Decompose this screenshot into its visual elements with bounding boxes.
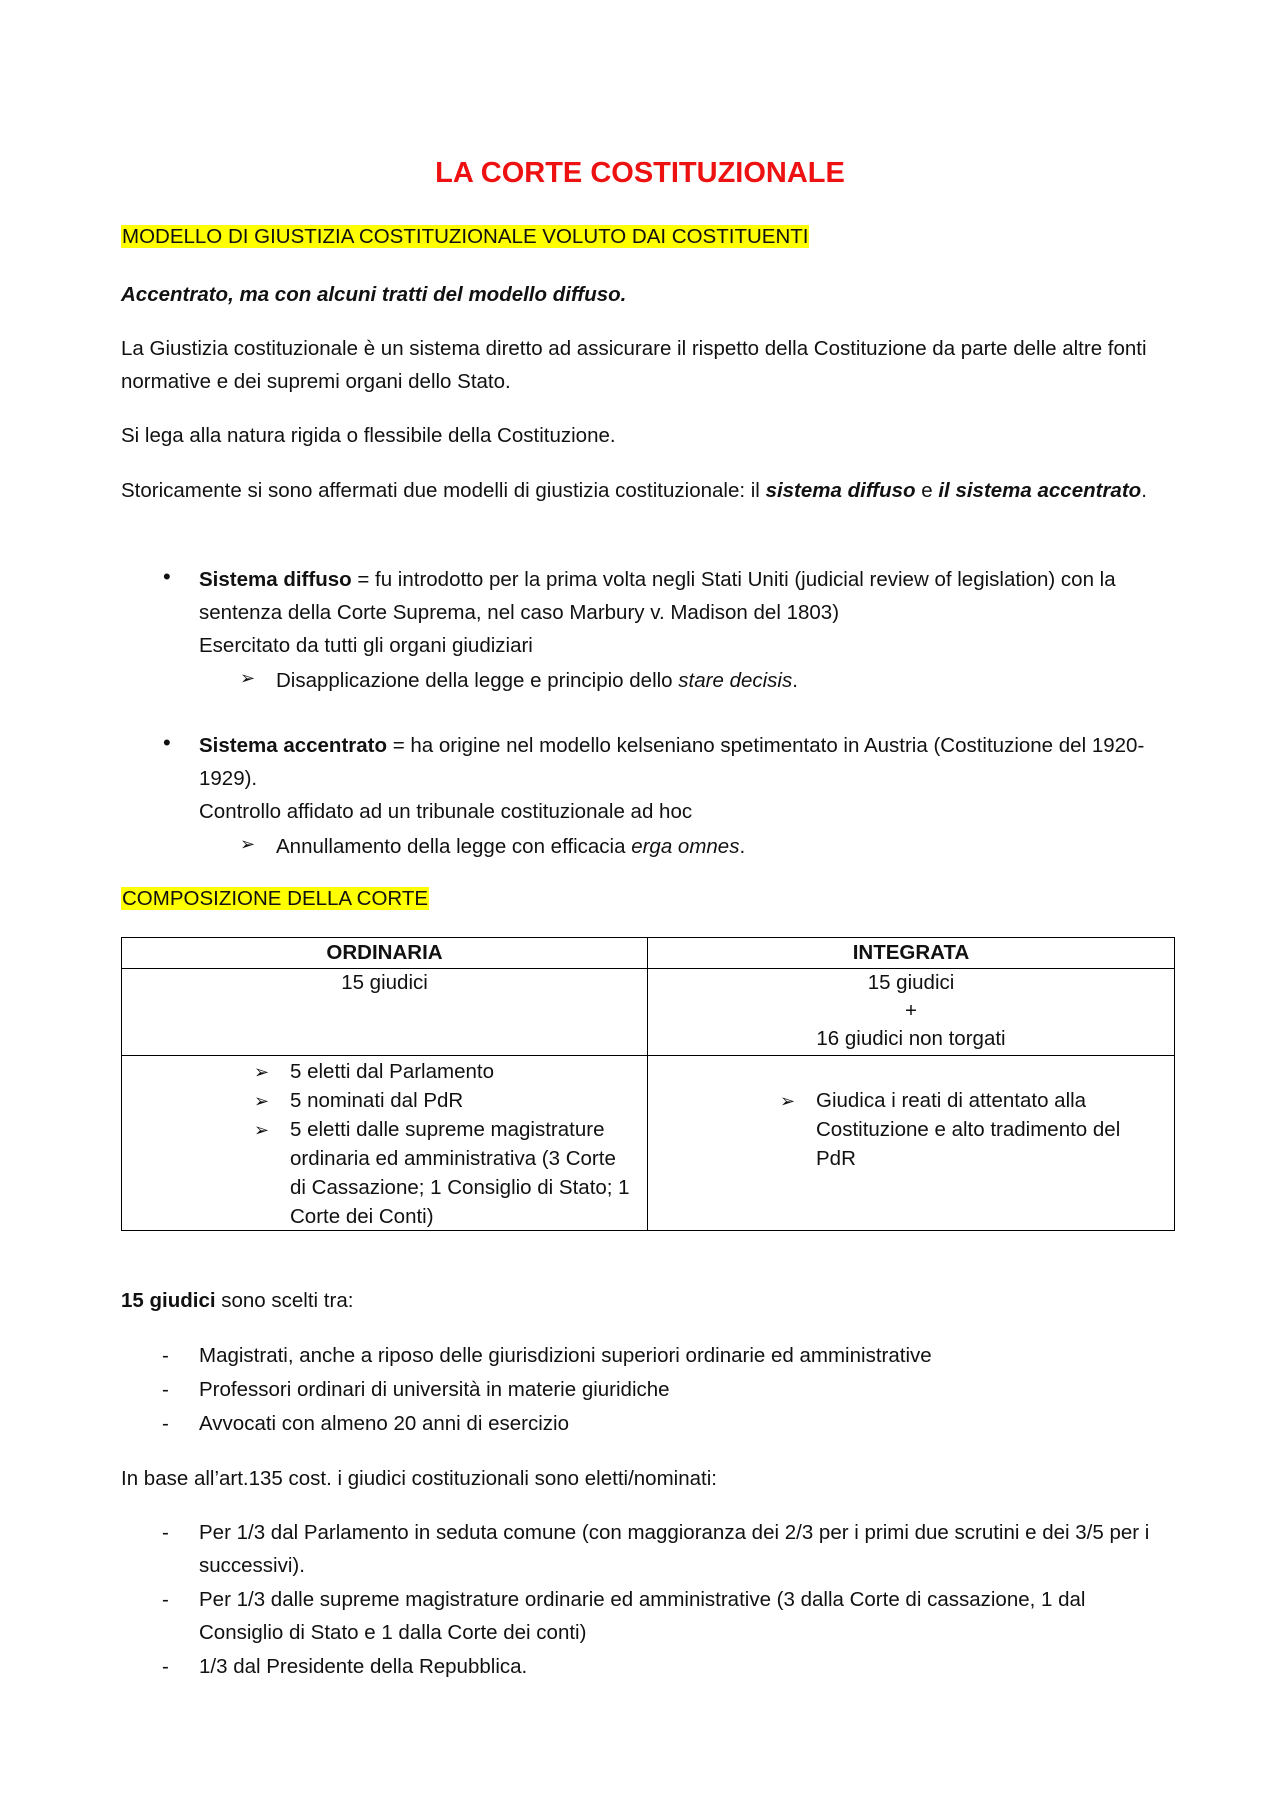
table-header-row	[122, 938, 1175, 969]
cell-integrata-list	[648, 1056, 1175, 1231]
bullet-term: Sistema diffuso	[199, 568, 352, 591]
text-run: Disapplicazione della legge e principio dello	[276, 669, 679, 692]
bullet-text: = ha origine nel modello kelseniano spetimentato in Austria (Costituzione del 1920-1929).	[199, 734, 1145, 790]
section-heading-modello	[121, 225, 809, 249]
count-text: 15 giudici	[867, 971, 955, 994]
dash-marker: -	[162, 1655, 169, 1678]
text-run: Storicamente si sono affermati due modelli di giustizia costituzionale: il	[121, 479, 766, 502]
highlighted-heading: COMPOSIZIONE DELLA CORTE	[122, 887, 429, 910]
dash-marker: -	[162, 1588, 169, 1611]
cell-ordinaria-list	[122, 1056, 648, 1231]
bullet-term: Sistema accentrato	[199, 734, 388, 757]
paragraph-giustizia: La Giustizia costituzionale è un sistema diretto ad assicurare il rispetto della Costituzione da parte delle altre fonti normative e dei supremi organi dello Stato.	[121, 337, 1147, 393]
text-run: .	[739, 835, 746, 858]
text-run: Annullamento della legge con efficacia	[276, 835, 632, 858]
list-item: 5 eletti dalle supreme magistrature ordinaria ed amministrativa (3 Corte di Cassazione; 1 Consiglio di Stato; 1 Corte dei Conti)	[290, 1118, 630, 1228]
bullet-marker: •	[163, 730, 171, 755]
list-item: Avvocati con almeno 20 anni di esercizio	[199, 1412, 569, 1435]
dash-marker: -	[162, 1412, 169, 1435]
count-text: 15 giudici	[341, 971, 428, 994]
paragraph-modelli	[121, 474, 1161, 507]
bullet-sistema-accentrato	[199, 729, 1159, 828]
bullet-marker: •	[163, 564, 171, 589]
header-integrata: INTEGRATA	[648, 938, 1175, 969]
arrow-bullet-icon: ➢	[254, 1062, 270, 1082]
list-item: Giudica i reati di attentato alla Costituzione e alto tradimento del PdR	[816, 1089, 1121, 1170]
bullet-sistema-diffuso	[199, 563, 1159, 662]
cell-integrata-count	[648, 969, 1175, 1056]
paragraph-natura: Si lega alla natura rigida o flessibile della Costituzione.	[121, 424, 616, 447]
emphasis-erga-omnes: erga omnes	[631, 835, 740, 858]
arrow-bullet-icon: ➢	[254, 1091, 270, 1111]
text-run: sono scelti tra:	[215, 1289, 354, 1312]
bullet-text: = fu introdotto per la prima volta negli Stati Uniti (judicial review of legislation) con la sentenza della Corte Suprema, nel caso Marbury v. Madison del 1803)	[199, 568, 1116, 624]
text-run: e	[915, 479, 939, 502]
dash-marker: -	[162, 1521, 169, 1544]
plus-sign: +	[905, 999, 917, 1022]
count-text: 16 giudici non torgati	[816, 1027, 1006, 1050]
section-heading-composizione	[121, 887, 429, 911]
dash-marker: -	[162, 1378, 169, 1401]
text-run: .	[792, 669, 798, 692]
cell-ordinaria-count	[122, 969, 648, 1056]
dash-marker: -	[162, 1344, 169, 1367]
page-title: LA CORTE COSTITUZIONALE	[435, 157, 845, 189]
emphasis-diffuso: sistema diffuso	[765, 479, 916, 502]
list-item: Magistrati, anche a riposo delle giurisdizioni superiori ordinarie ed amministrative	[199, 1344, 932, 1367]
arrow-bullet-icon: ➢	[240, 834, 256, 854]
list-item: Per 1/3 dalle supreme magistrature ordinarie ed amministrative (3 dalla Corte di cassazione, 1 dal Consiglio di Stato e 1 dalla Corte dei conti)	[199, 1588, 1086, 1644]
list-item: Professori ordinari di università in materie giuridiche	[199, 1378, 670, 1401]
arrow-bullet-icon: ➢	[780, 1091, 796, 1111]
paragraph-giudici-scelti	[121, 1284, 1161, 1317]
header-ordinaria: ORDINARIA	[122, 938, 648, 969]
sub-bullet-annullamento	[276, 830, 1156, 863]
list-item: Per 1/3 dal Parlamento in seduta comune (con maggioranza dei 2/3 per i primi due scrutini e dei 3/5 per i successivi).	[199, 1521, 1150, 1577]
composition-table	[121, 937, 1175, 1231]
table-row-count	[122, 969, 1175, 1056]
highlighted-heading: MODELLO DI GIUSTIZIA COSTITUZIONALE VOLUTO DAI COSTITUENTI	[122, 225, 809, 248]
arrow-bullet-icon: ➢	[240, 668, 256, 688]
table-row-details	[122, 1056, 1175, 1231]
paragraph-art135: In base all’art.135 cost. i giudici costituzionali sono eletti/nominati:	[121, 1467, 717, 1490]
list-item: 5 nominati dal PdR	[290, 1089, 464, 1112]
sub-bullet-disapplicazione	[276, 664, 1156, 697]
bullet-text-line2: Controllo affidato ad un tribunale costituzionale ad hoc	[199, 800, 693, 823]
emphasis-stare-decisis: stare decisis	[678, 669, 793, 692]
list-item: 1/3 dal Presidente della Repubblica.	[199, 1655, 528, 1678]
lead-sentence: Accentrato, ma con alcuni tratti del modello diffuso.	[121, 283, 627, 306]
text-run: .	[1141, 479, 1147, 502]
list-item: 5 eletti dal Parlamento	[290, 1060, 494, 1083]
emphasis-accentrato: il sistema accentrato	[938, 479, 1142, 502]
bold-text: 15 giudici	[121, 1289, 216, 1312]
bullet-text-line2: Esercitato da tutti gli organi giudiziari	[199, 634, 533, 657]
arrow-bullet-icon: ➢	[254, 1120, 270, 1140]
